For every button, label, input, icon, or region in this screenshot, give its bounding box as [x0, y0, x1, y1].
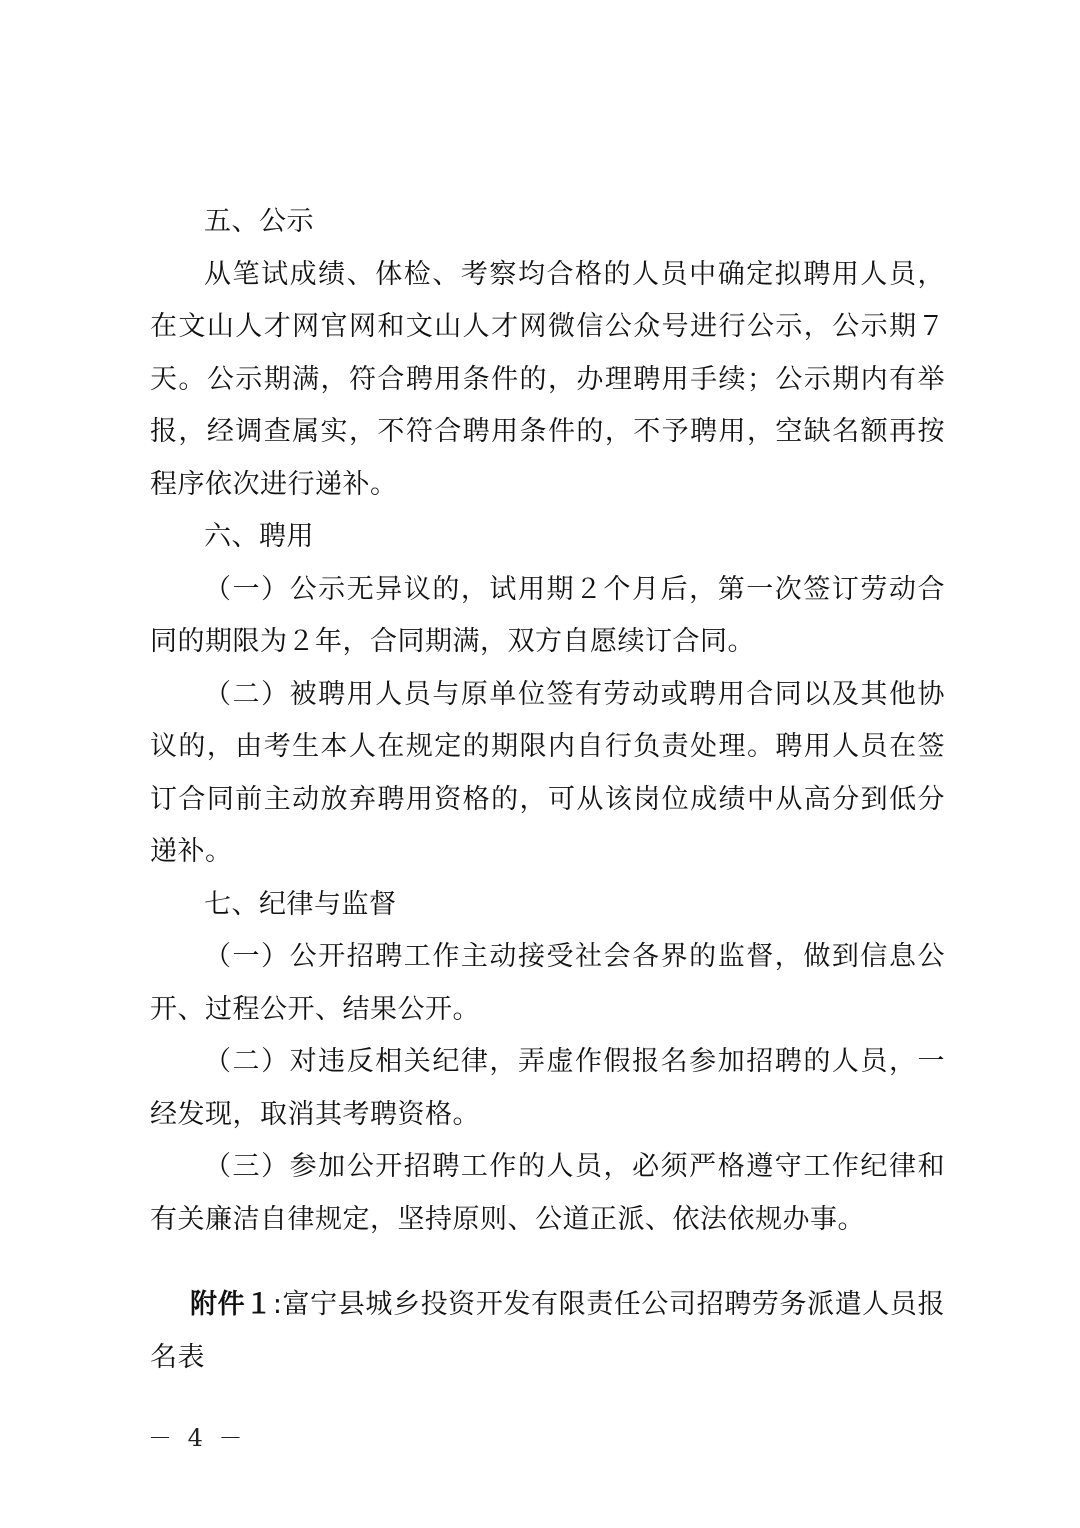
document-body	[150, 196, 945, 1384]
section-7-paragraph-2: （二）对违反相关纪律，弄虚作假报名参加招聘的人员，一经发现，取消其考聘资格。	[150, 1046, 945, 1130]
section-5-paragraph-1: 从笔试成绩、体检、考察均合格的人员中确定拟聘用人员，在文山人才网官网和文山人才网微信公众号进行公示，公示期７天。公示期满，符合聘用条件的，办理聘用手续；公示期内有举报，经调查属实，不符合聘用条件的，不予聘用，空缺名额再按程序依次进行递补。	[150, 258, 945, 500]
section-6-paragraph-2: （二）被聘用人员与原单位签有劳动或聘用合同以及其他协议的，由考生本人在规定的期限内自行负责处理。聘用人员在签订合同前主动放弃聘用资格的，可从该岗位成绩中从高分到低分递补。	[150, 678, 945, 867]
section-5-heading: 五、公示	[204, 206, 314, 237]
section-6-paragraph-1: （一）公示无异议的，试用期２个月后，第一次签订劳动合同的期限为２年，合同期满，双方自愿续订合同。	[150, 573, 945, 657]
attachment-label: 附件１	[190, 1289, 273, 1320]
section-7-paragraph-1: （一）公开招聘工作主动接受社会各界的监督，做到信息公开、过程公开、结果公开。	[150, 941, 945, 1025]
section-7-heading: 七、纪律与监督	[204, 888, 397, 920]
attachment-text: :富宁县城乡投资开发有限责任公司招聘劳务派遣人员报名表	[150, 1289, 945, 1373]
attachment-line	[150, 1279, 945, 1384]
section-7-paragraph-3: （三）参加公开招聘工作的人员，必须严格遵守工作纪律和有关廉洁自律规定，坚持原则、公道正派、依法依规办事。	[150, 1151, 945, 1235]
page-number: － 4 －	[148, 1424, 247, 1452]
section-6-heading: 六、聘用	[204, 521, 314, 552]
